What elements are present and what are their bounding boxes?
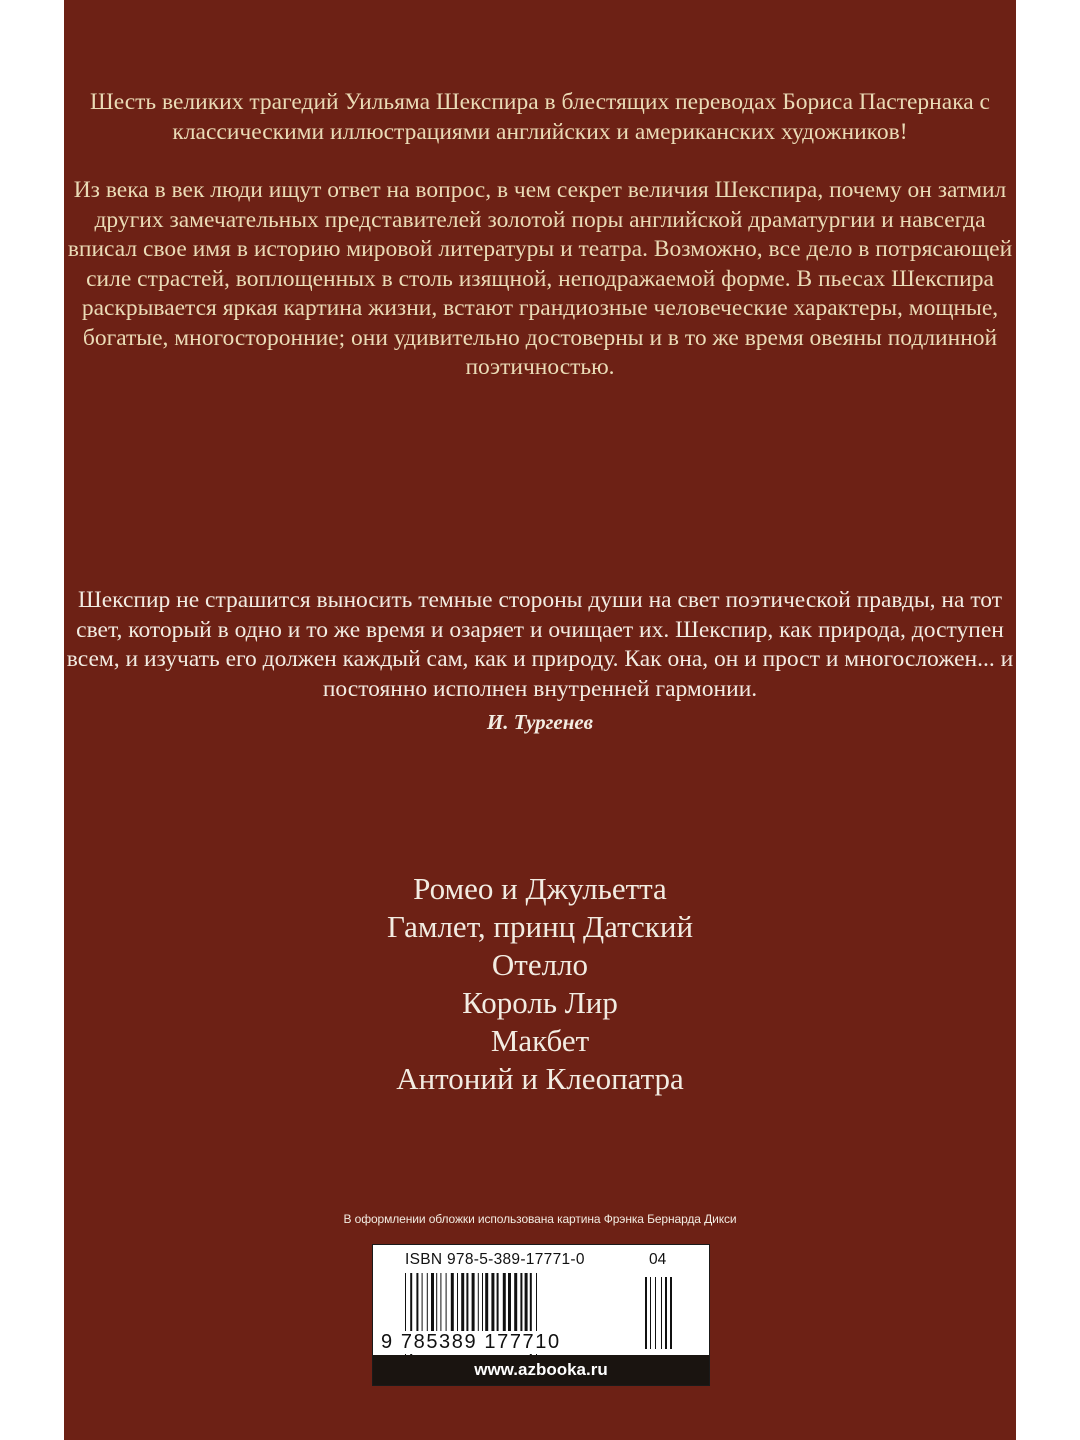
barcode-bar <box>497 1273 499 1333</box>
contents-item: Король Лир <box>462 985 618 1020</box>
barcode-bar <box>436 1273 437 1333</box>
publisher-website: www.azbooka.ru <box>373 1355 709 1385</box>
barcode-bar <box>508 1273 511 1333</box>
barcode-bar <box>427 1273 428 1333</box>
annotation-block <box>64 88 1016 383</box>
barcode-bar <box>514 1273 517 1333</box>
contents-item: Гамлет, принц Датский <box>386 909 694 944</box>
cover-art-credit: В оформлении обложки использована картина Фрэнка Бернарда Дикси <box>343 1212 737 1226</box>
barcode-bar <box>446 1273 447 1333</box>
contents-list <box>64 870 1016 1098</box>
barcode-bar <box>525 1273 528 1333</box>
barcode-addon-bar <box>665 1277 667 1349</box>
barcode-addon-bar <box>655 1277 656 1349</box>
barcode-bar <box>422 1273 423 1333</box>
barcode-addon-bar <box>645 1277 647 1349</box>
barcode-bar <box>520 1273 522 1333</box>
contents-item: Отелло <box>491 947 589 982</box>
barcode-bar <box>461 1273 464 1333</box>
barcode-bar <box>440 1273 441 1333</box>
barcode-box <box>372 1244 710 1386</box>
barcode-bar <box>431 1273 434 1333</box>
barcode-bar <box>485 1273 488 1333</box>
barcode-bar <box>491 1273 494 1333</box>
barcode-addon-bar <box>670 1277 672 1349</box>
isbn-addon: 04 <box>649 1251 667 1268</box>
barcode-bar <box>503 1273 506 1333</box>
contents-item: Антоний и Клеопатра <box>396 1061 684 1096</box>
barcode-bar <box>482 1273 483 1333</box>
quote-author: И. Тургенев <box>486 710 594 734</box>
contents-item: Макбет <box>490 1023 590 1058</box>
isbn-label: ISBN 978-5-389-17771-0 <box>405 1251 585 1268</box>
barcode-bar <box>472 1273 475 1333</box>
barcode-bar <box>416 1273 418 1333</box>
barcode-bar <box>457 1273 458 1333</box>
annotation-paragraph-1: Шесть великих трагедий Уильяма Шекспира в блестящих переводах Бориса Пастернака с классическими иллюстрациями английских и американских художников! <box>90 89 990 145</box>
annotation-paragraph-2: Из века в век люди ищут ответ на вопрос, в чем секрет величия Шекспира, почему он затмил других замечательных представителей золотой поры английской драматургии и навсегда вписал свое имя в историю мировой литературы и театра. Возможно, все дело в потрясающей силе страстей, воплощенных в столь изящной, неподражаемой форме. В пьесах Шекспира раскрывается яркая картина жизни, встают грандиозные человеческие характеры, мощные, богатые, многосторонние; они удивительно достоверны и в то же время овеяны подлинной поэтичностью. <box>67 177 1013 380</box>
contents-item: Ромео и Джульетта <box>413 871 667 906</box>
quote-block <box>64 586 1016 738</box>
barcode-bar <box>451 1273 454 1333</box>
quote-text: Шекспир не страшится выносить темные стороны души на свет поэтической правды, на тот свет, который в одно и то же время и озаряет и очищает их. Шекспир, как природа, доступен всем, и изучать его должен каждый сам, как и природу. Как она, он и прост и многосложен... и постоянно исполнен внутренней гармонии. <box>66 587 1014 702</box>
barcode-digits: 9 785389 177710 <box>381 1331 561 1353</box>
barcode-bar <box>478 1273 479 1333</box>
barcode-addon-bar <box>650 1277 651 1349</box>
barcode-bar <box>466 1273 468 1333</box>
barcode-addon-bar <box>661 1277 662 1349</box>
